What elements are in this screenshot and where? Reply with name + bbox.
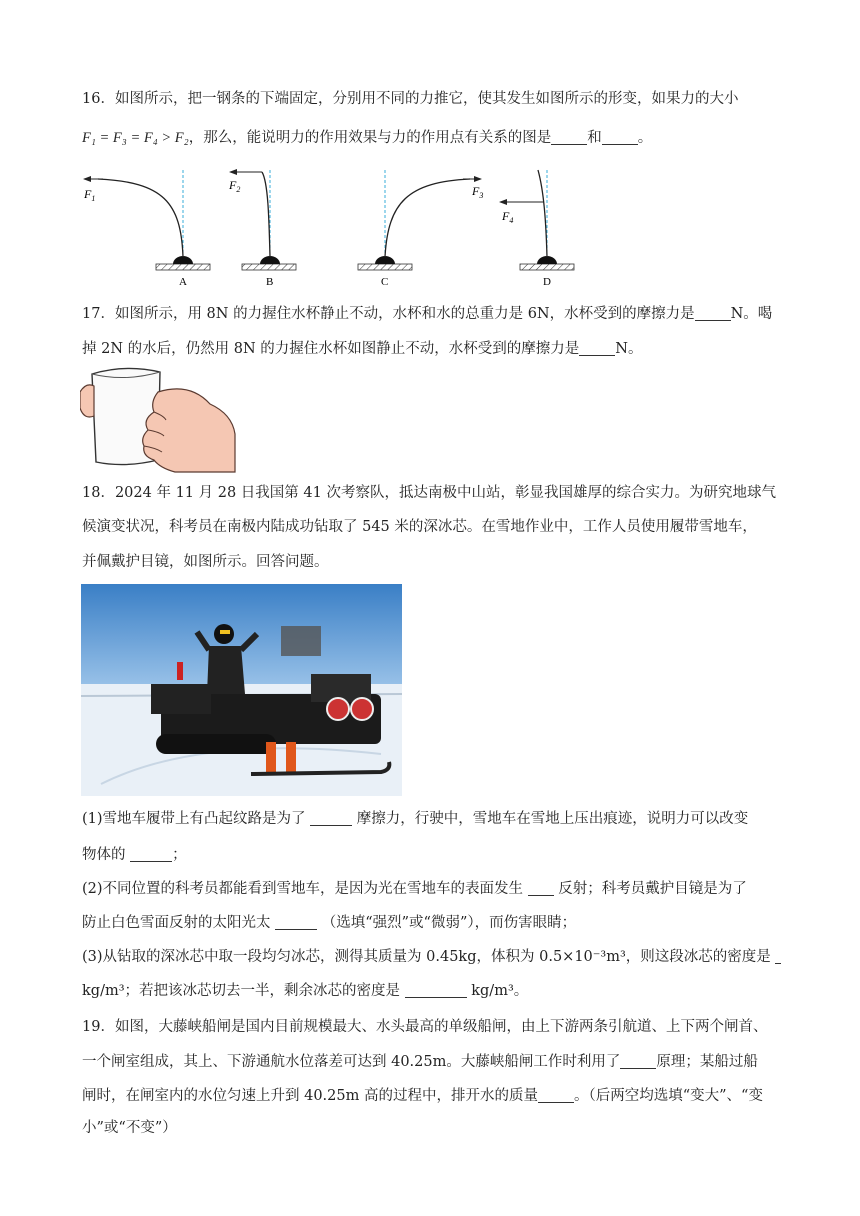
q16-end: 。 (637, 130, 653, 146)
q18-line2: 候演变状况，科考员在南极内陆成功钻取了 545 米的深冰芯。在雪地作业中，工作人员使用履带雪地车， (82, 519, 757, 535)
q18-p1-text: (1)雪地车履带上有凸起纹路是为了 (82, 811, 306, 827)
snowmobile-photo (81, 584, 402, 796)
panel-d (500, 170, 574, 288)
q18-line1: 18．2024 年 11 月 28 日我国第 41 次考察队，抵达南极中山站，彰显我国雄厚的综合实力。为研究地球气 (82, 485, 776, 501)
q18-p1-end: ； (172, 847, 187, 863)
q16-and: 和 (587, 130, 602, 146)
panel-c (358, 170, 483, 288)
q17-line1-end: N。喝 (730, 306, 773, 322)
q18-blank-5 (775, 949, 781, 964)
q19-blank-1 (620, 1054, 656, 1069)
q19-blank-2 (538, 1088, 574, 1103)
q19-line3-end: 。（后两空均选填“变大”、“变 (573, 1088, 763, 1104)
q18-blank-2 (130, 847, 172, 862)
q18-line3: 并佩戴护目镜，如图所示。回答问题。 (82, 554, 329, 570)
cup-hand-illustration (80, 364, 240, 476)
q18-p3-end: kg/m³。 (471, 983, 529, 999)
q19-line2-text: 一个闸室组成，其上、下游通航水位落差可达到 40.25m。大藤峡船闸工作时利用了 (82, 1054, 621, 1070)
svg-text:C: C (381, 276, 389, 288)
q16-line1: 16．如图所示，把一钢条的下端固定，分别用不同的力推它，使其发生如图所示的形变，如果力的大小 (82, 91, 739, 107)
q19-line3 (82, 1086, 763, 1106)
svg-text:B: B (266, 276, 274, 288)
q17-line1-text: 17．如图所示，用 8N 的力握住水杯静止不动，水杯和水的总重力是 6N，水杯受到的摩擦力是 (82, 306, 695, 322)
q19-line1: 19．如图，大藤峡船闸是国内目前规模最大、水头最高的单级船闸，由上下游两条引航道、上下两个闸首、 (82, 1019, 768, 1035)
q18-p2-text4: （选填“强烈”或“微弱”），而伤害眼睛； (321, 915, 577, 931)
q19-line2-end: 原理；某船过船 (656, 1054, 758, 1070)
q18-blank-6 (405, 983, 467, 998)
q17-blank-1 (695, 306, 731, 321)
q18-p2-text: (2)不同位置的科考员都能看到雪地车，是因为光在雪地车的表面发生 (82, 881, 524, 897)
q17-line2-text: 掉 2N 的水后，仍然用 8N 的力握住水杯如图静止不动，水杯受到的摩擦力是 (82, 341, 580, 357)
svg-text:F3: $F_3$ (472, 184, 484, 200)
q18-p3-line2 (82, 981, 528, 1001)
q18-p2-text3: 防止白色雪面反射的太阳光太 (82, 915, 271, 931)
q18-p1-line2 (82, 845, 187, 865)
q18-blank-3 (528, 881, 554, 896)
q18-p3-line1 (82, 947, 781, 967)
q19-line4: 小”或“不变”） (82, 1120, 177, 1136)
q17-blank-2 (579, 341, 615, 356)
q18-p1-text3: 物体的 (82, 847, 126, 863)
q18-p3-text: (3)从钻取的深冰芯中取一段均匀冰芯，测得其质量为 0.45kg，体积为 0.5×10⁻³m³，则这段冰芯的密度是 (82, 949, 771, 965)
q16-line2-text: ，那么，能说明力的作用效果与力的作用点有关系的图是 (188, 130, 552, 146)
q16-blank-2 (602, 130, 638, 145)
svg-text:D: D (543, 276, 551, 288)
panel-a (83, 170, 210, 288)
q18-p1-line1 (82, 809, 748, 829)
q17-line2 (82, 339, 642, 359)
q18-p3-text2: kg/m³；若把该冰芯切去一半，剩余冰芯的密度是 (82, 983, 401, 999)
svg-text:F2: $F_2$ (229, 178, 241, 194)
svg-text:F4: $F_4$ (502, 209, 514, 225)
q16-formula: F₁ = F₃ = F₄ > F₂ (82, 130, 189, 146)
q17-line2-end: N。 (615, 341, 643, 357)
q18-p1-text2: 摩擦力，行驶中，雪地车在雪地上压出痕迹，说明力可以改变 (356, 811, 749, 827)
q19-line3-text: 闸时，在闸室内的水位匀速上升到 40.25m 高的过程中，排开水的质量 (82, 1088, 538, 1104)
panel-b (228, 170, 296, 288)
q18-p2-line1 (82, 879, 747, 899)
panel-a-force: $F_1$ (84, 187, 96, 203)
panel-a-letter: A (179, 276, 187, 288)
q16-line2 (82, 128, 652, 148)
q18-p2-line2 (82, 913, 576, 933)
q18-blank-1 (310, 811, 352, 826)
q18-blank-4 (275, 915, 317, 930)
q16-figure (78, 162, 598, 292)
q19-line2 (82, 1052, 758, 1072)
q16-blank-1 (551, 130, 587, 145)
q17-line1 (82, 304, 772, 324)
q18-p2-text2: 反射；科考员戴护目镜是为了 (558, 881, 747, 897)
